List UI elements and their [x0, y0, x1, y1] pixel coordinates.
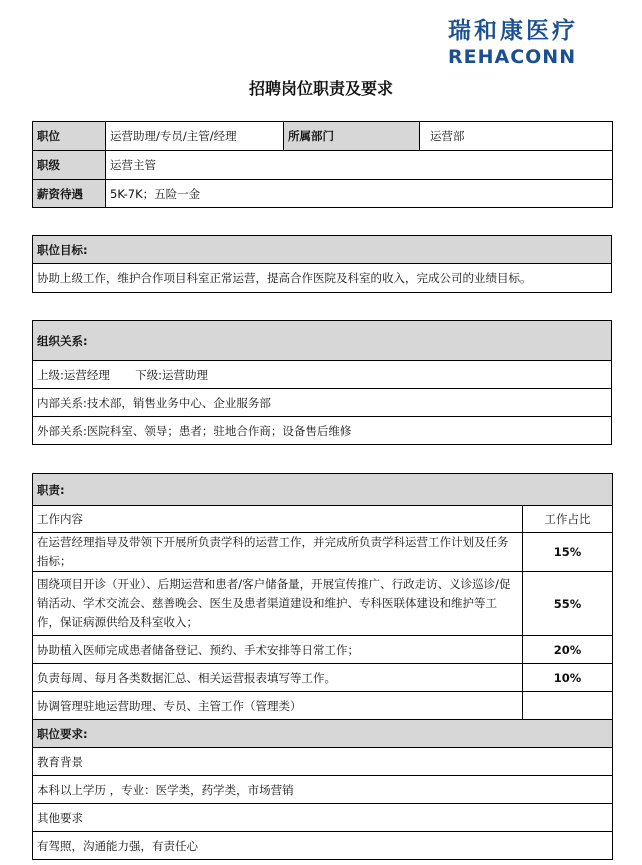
company-logo [448, 18, 578, 68]
logo-english: REHACONN [448, 46, 577, 68]
duty-ratio: 55% [523, 572, 613, 636]
position-label: 职位 [33, 122, 106, 151]
duty-text: 负责每周、每月各类数据汇总、相关运营报表填写等工作。 [33, 664, 523, 692]
duty-ratio: 15% [523, 533, 613, 572]
duty-row [33, 572, 613, 636]
goal-header: 职位目标: [33, 236, 612, 264]
requirements-header: 职位要求: [33, 720, 613, 748]
org-header: 组织关系: [33, 321, 612, 361]
education-label: 教育背景 [33, 748, 613, 776]
org-internal: 内部关系:技术部，销售业务中心、企业服务部 [33, 389, 612, 417]
education-value: 本科以上学历 ，专业：医学类，药学类，市场营销 [33, 776, 613, 804]
page-title: 招聘岗位职责及要求 [248, 79, 393, 98]
org-external: 外部关系:医院科室、领导；患者；驻地合作商；设备售后维修 [33, 417, 612, 445]
duties-col-content: 工作内容 [33, 506, 523, 533]
goal-text: 协助上级工作，维护合作项目科室正常运营，提高合作医院及科室的收入，完成公司的业绩目标。 [33, 264, 612, 293]
duty-ratio [523, 692, 613, 720]
duty-ratio: 10% [523, 664, 613, 692]
duty-text: 围绕项目开诊（开业）、后期运营和患者/客户储备量，开展宣传推广、行政走访、义诊巡诊/促销活动、学术交流会、慈善晚会、医生及患者渠道建设和维护、专科医联体建设和维护等工作，保证病源供给及科室收入； [33, 572, 523, 636]
position-value: 运营助理/专员/主管/经理 [106, 122, 284, 151]
org-superior: 上级:运营经理 [37, 367, 110, 382]
duty-row [33, 664, 613, 692]
duty-row [33, 692, 613, 720]
department-value: 运营部 [420, 122, 613, 151]
duty-text: 在运营经理指导及带领下开展所负责学科的运营工作，并完成所负责学科运营工作计划及任务指标； [33, 533, 523, 572]
duties-header: 职责: [33, 474, 613, 506]
goal-table [32, 235, 612, 293]
salary-label: 薪资待遇 [33, 180, 106, 208]
salary-value: 5K-7K；五险一金 [106, 180, 613, 208]
other-requirements-value: 有驾照，沟通能力强，有责任心 [33, 832, 613, 860]
duties-table [32, 473, 613, 860]
logo-chinese: 瑞和康医疗 [448, 18, 578, 44]
basic-info-table [32, 121, 613, 208]
department-label: 所属部门 [284, 122, 420, 151]
duties-col-ratio: 工作占比 [523, 506, 613, 533]
duty-row [33, 533, 613, 572]
level-label: 职级 [33, 151, 106, 180]
other-requirements-label: 其他要求 [33, 804, 613, 832]
org-subordinate: 下级:运营助理 [135, 367, 209, 382]
duty-ratio: 20% [523, 636, 613, 664]
duty-text: 协调管理驻地运营助理、专员、主管工作（管理类） [33, 692, 523, 720]
org-hierarchy [33, 361, 612, 389]
level-value: 运营主管 [106, 151, 613, 180]
duty-row [33, 636, 613, 664]
org-table [32, 320, 612, 445]
duty-text: 协助植入医师完成患者储备登记、预约、手术安排等日常工作； [33, 636, 523, 664]
